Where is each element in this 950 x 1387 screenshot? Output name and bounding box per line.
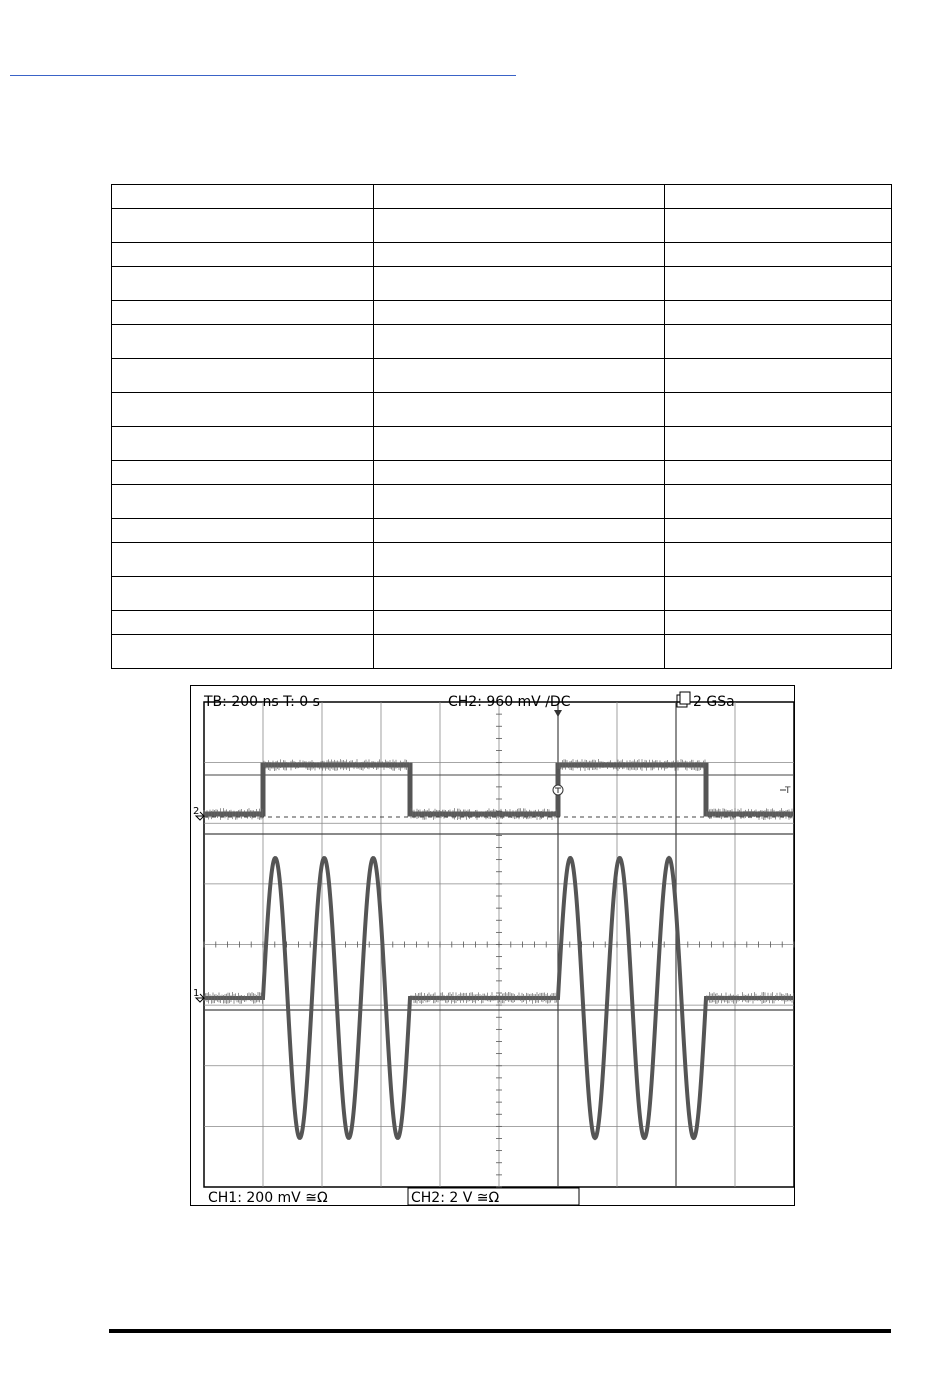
table-cell bbox=[112, 243, 374, 267]
table-row bbox=[112, 267, 892, 301]
table-cell bbox=[112, 611, 374, 635]
table-cell bbox=[374, 485, 665, 519]
table-cell bbox=[112, 267, 374, 301]
header-rule bbox=[10, 75, 516, 76]
table-cell bbox=[665, 393, 892, 427]
table-cell bbox=[665, 519, 892, 543]
table-cell bbox=[112, 543, 374, 577]
table-row bbox=[112, 635, 892, 669]
table-cell bbox=[665, 461, 892, 485]
table-row bbox=[112, 577, 892, 611]
table-cell bbox=[374, 185, 665, 209]
table-row bbox=[112, 359, 892, 393]
table-cell bbox=[665, 485, 892, 519]
table-cell bbox=[665, 577, 892, 611]
ch1-scale-label: CH1: 200 mV ≅Ω bbox=[208, 1190, 328, 1206]
circle-t-icon bbox=[553, 785, 563, 795]
table-row bbox=[112, 461, 892, 485]
table-cell bbox=[374, 543, 665, 577]
sample-rate-label: 2 GSa bbox=[693, 694, 735, 710]
table-cell bbox=[374, 577, 665, 611]
table-cell bbox=[374, 611, 665, 635]
table-cell bbox=[112, 209, 374, 243]
table-cell bbox=[665, 185, 892, 209]
ch2-ground-marker: 2 bbox=[193, 806, 200, 817]
table-cell bbox=[374, 325, 665, 359]
table-cell bbox=[112, 635, 374, 669]
table-cell bbox=[374, 359, 665, 393]
table-cell bbox=[665, 243, 892, 267]
table-cell bbox=[374, 301, 665, 325]
table-cell bbox=[665, 611, 892, 635]
table-row bbox=[112, 393, 892, 427]
table-cell bbox=[112, 185, 374, 209]
footer-rule bbox=[109, 1329, 891, 1333]
table-row bbox=[112, 611, 892, 635]
table-row bbox=[112, 301, 892, 325]
table-cell bbox=[112, 359, 374, 393]
table-cell bbox=[374, 393, 665, 427]
table-cell bbox=[374, 519, 665, 543]
table-row bbox=[112, 209, 892, 243]
empty-data-table bbox=[111, 184, 892, 669]
timebase-label: TB: 200 ns T: 0 s bbox=[204, 694, 320, 710]
table-cell bbox=[112, 577, 374, 611]
table-cell bbox=[665, 543, 892, 577]
oscilloscope-screenshot bbox=[190, 685, 795, 1206]
table-cell bbox=[374, 461, 665, 485]
table-cell bbox=[374, 635, 665, 669]
table-cell bbox=[665, 209, 892, 243]
table-cell bbox=[112, 427, 374, 461]
table-cell bbox=[112, 519, 374, 543]
table-cell bbox=[112, 325, 374, 359]
table-cell bbox=[374, 209, 665, 243]
table-row bbox=[112, 427, 892, 461]
ch2-scale-label: CH2: 2 V ≅Ω bbox=[411, 1190, 500, 1206]
table-row bbox=[112, 485, 892, 519]
ch2-setting-label: CH2: 960 mV ∕DC bbox=[448, 694, 571, 710]
table-row bbox=[112, 325, 892, 359]
table-cell bbox=[665, 267, 892, 301]
table-cell bbox=[665, 427, 892, 461]
table-cell bbox=[665, 325, 892, 359]
table-cell bbox=[665, 359, 892, 393]
table-cell bbox=[374, 243, 665, 267]
table-row bbox=[112, 519, 892, 543]
table-cell bbox=[112, 485, 374, 519]
table-row bbox=[112, 243, 892, 267]
table-row bbox=[112, 185, 892, 209]
table-cell bbox=[112, 393, 374, 427]
table-cell bbox=[374, 427, 665, 461]
table-row bbox=[112, 543, 892, 577]
trigger-level-marker: T bbox=[785, 786, 791, 796]
table-cell bbox=[374, 267, 665, 301]
table-cell bbox=[665, 635, 892, 669]
table-cell bbox=[112, 301, 374, 325]
table-cell bbox=[112, 461, 374, 485]
ch1-ground-marker: 1 bbox=[193, 988, 200, 999]
table-cell bbox=[665, 301, 892, 325]
